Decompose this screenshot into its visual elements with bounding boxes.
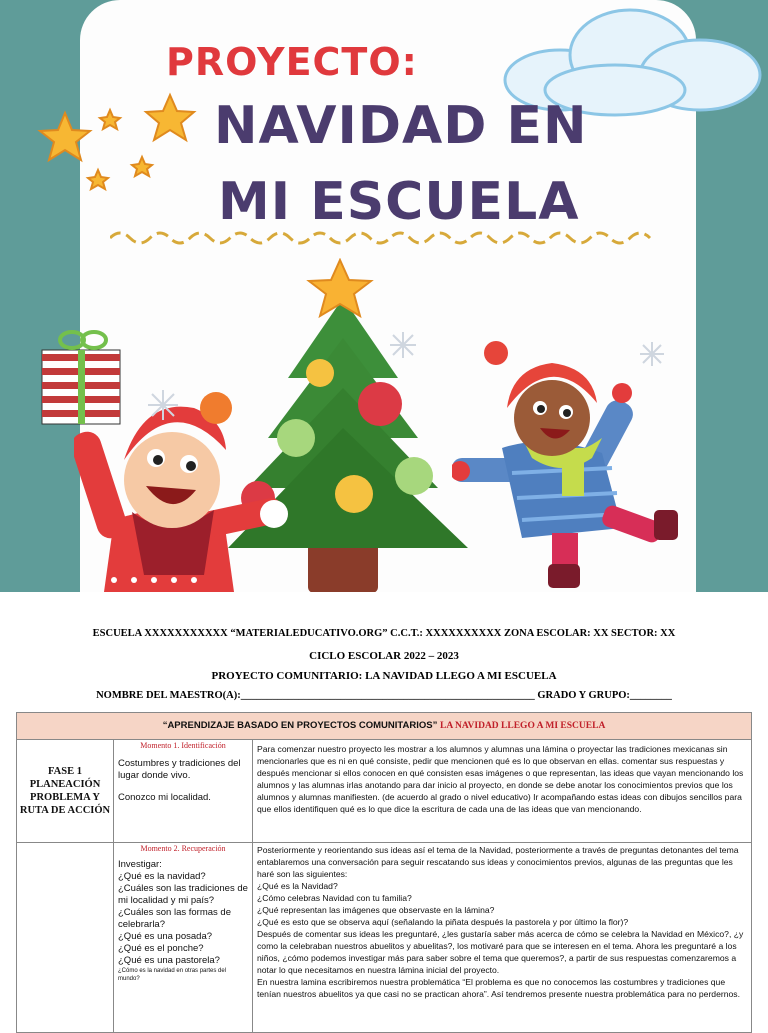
phase-1-label: FASE 1 PLANEACIÓN PROBLEMA Y RUTA DE ACCIÓN xyxy=(19,766,111,816)
investigar-label: Investigar: xyxy=(118,859,162,870)
school-line: ESCUELA XXXXXXXXXXX “MATERIALEDUCATIVO.ORG” C.C.T.: XXXXXXXXXX ZONA ESCOLAR: XX SECTOR: XX xyxy=(92,628,676,639)
question-item: ¿Qué es la navidad? xyxy=(118,871,206,882)
question-item: ¿Qué es una posada? xyxy=(118,931,213,942)
teacher-line: NOMBRE DEL MAESTRO(A):________________________________________________________ GRADO Y GRUPO:________ xyxy=(96,690,672,701)
stars-icon xyxy=(30,85,210,195)
momento-label: Momento 2. Recuperación xyxy=(140,844,226,853)
description-cell xyxy=(253,739,749,842)
project-line: PROYECTO COMUNITARIO: LA NAVIDAD LLEGO A MI ESCUELA xyxy=(211,670,557,682)
description-paragraph: ¿Qué es esto que se observa aquí (señalando la piñata después la pastorela y por último la flor)? xyxy=(257,917,629,927)
table-row xyxy=(16,842,752,1033)
table-heading xyxy=(16,712,752,740)
boy-character xyxy=(452,338,692,592)
girl-character xyxy=(74,390,304,592)
table-heading-red: LA NAVIDAD LLEGO A MI ESCUELA xyxy=(439,721,606,731)
cover-title-line-1: PROYECTO: xyxy=(166,40,418,84)
question-item: ¿Cuáles son las tradiciones de mi localidad y mi país? xyxy=(118,883,248,906)
content-cell xyxy=(114,739,253,842)
description-text: Para comenzar nuestro proyecto les mostrar a los alumnos y alumnas una lámina o proyectar las tradiciones mexicanas sin mencionarles que es ni en qué consiste, pedir que mencionen qué es lo que observan en ellas. comentar sus respuestas y después mencionar si ellos conocen en qué consisten esas imágenes o que representan, las ideas que vayan mencionando los alumnos y las alumnas irlas anotando para dar inicio al proyecto, en donde se debe anotar los conocimientos previos que los alumnos y alumnas manifiesten. (de acuerdo al grado o nivel educativo) Ir acompañando estas ideas con dibujos sencillos para que ellos identifiquen qué es lo que dice la escritura de cada una de las ideas que van mencionando. xyxy=(257,744,744,814)
phase-cell xyxy=(17,842,114,1032)
table-heading-black: “APRENDIZAJE BASADO EN PROYECTOS COMUNITARIOS” xyxy=(162,720,438,731)
content-text: Costumbres y tradiciones del lugar donde vivo. xyxy=(118,758,241,781)
description-paragraph: ¿Cómo celebras Navidad con tu familia? xyxy=(257,893,412,903)
question-item: ¿Qué es una pastorela? xyxy=(118,955,220,966)
cycle-line: CICLO ESCOLAR 2022 – 2023 xyxy=(309,650,459,662)
cover-title-line-2: NAVIDAD EN xyxy=(214,96,588,156)
table-row xyxy=(16,739,752,843)
description-paragraph: Posteriormente y reorientando sus ideas así el tema de la Navidad, posteriormente a través de preguntas detonantes del tema entablaremos una conversación para seguir rescatando sus ideas y conocimientos previos, algunas de las preguntas que les haré son las siguientes: xyxy=(257,845,739,879)
question-item: ¿Qué es el ponche? xyxy=(118,943,204,954)
snowflake-icon xyxy=(146,388,180,422)
description-paragraph: ¿Qué representan las imágenes que observaste en la lámina? xyxy=(257,905,495,915)
description-text xyxy=(253,842,749,1004)
wavy-divider xyxy=(110,220,670,250)
cover-title-line-3: MI ESCUELA xyxy=(218,172,580,232)
planning-table xyxy=(16,712,752,1024)
description-paragraph: ¿Qué es la Navidad? xyxy=(257,881,338,891)
content-cell xyxy=(114,842,253,1032)
snowflake-icon xyxy=(638,340,666,368)
description-paragraph: Después de comentar sus ideas les preguntaré, ¿les gustaría saber más acerca de cómo se celebra la Navidad en México?, ¿y como la celebraban nuestros abuelitos y abuelitas?, los motivaré para que se interesen en el tema. Ahora les preguntaré a los niños, ¿cómo podemos investigar más para saber sobre el tema que queremos?, a partir de sus respuestas comenzaremos a notar lo que necesitamos en nuestra lámina inicial del proyecto. xyxy=(257,929,744,975)
snowflake-icon xyxy=(388,330,418,360)
description-paragraph: En nuestra lamina escribiremos nuestra problemática “El problema es que no conocemos las costumbres y tradiciones que tenían nuestros abuelitos ya que casi no se practican ahora”. Así tendremos presente nuestra problemática para no perdernos. xyxy=(257,977,740,999)
description-cell xyxy=(253,842,749,1032)
momento-label: Momento 1. Identificación xyxy=(140,741,226,750)
question-item: ¿Cuáles son las formas de celebrarla? xyxy=(118,907,231,930)
small-note: ¿Cómo es la navidad en otras partes del mundo? xyxy=(118,968,227,982)
phase-cell xyxy=(17,739,114,842)
content-text: Conozco mi localidad. xyxy=(118,792,211,803)
